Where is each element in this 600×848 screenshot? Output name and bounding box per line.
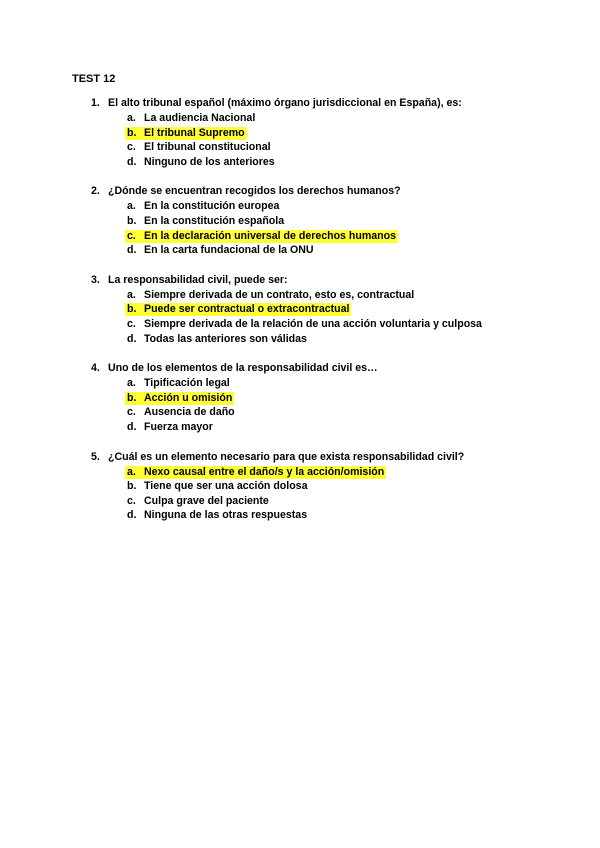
- answer-option: [0, 288, 600, 303]
- option-text: La audiencia Nacional: [144, 112, 256, 124]
- option-letter: d.: [127, 420, 137, 433]
- answer-option: [0, 140, 600, 155]
- option-letter: d.: [127, 244, 137, 257]
- option-letter: b.: [127, 126, 137, 139]
- option-text: Siempre derivada de un contrato, esto es, contractual: [144, 288, 415, 301]
- option-text: En la declaración universal de derechos humanos: [144, 229, 396, 242]
- option-letter: c.: [127, 494, 136, 507]
- question-text: El alto tribunal español (máximo órgano jurisdiccional en España), es:: [108, 97, 462, 109]
- answer-option: [0, 332, 600, 347]
- question-list: [0, 96, 600, 538]
- answer-option: [0, 376, 600, 391]
- option-letter: d.: [127, 509, 137, 522]
- question-text: ¿Dónde se encuentran recogidos los derechos humanos?: [108, 185, 401, 198]
- answer-option-highlighted: [0, 391, 600, 406]
- question-number: 4.: [91, 362, 100, 375]
- answer-option: [0, 508, 600, 523]
- question-item: [0, 450, 600, 523]
- question-number: 2.: [91, 185, 100, 198]
- answer-option: [0, 494, 600, 509]
- question-number: 5.: [91, 450, 100, 463]
- question-number: 1.: [91, 97, 100, 109]
- option-text: Tipificación legal: [144, 377, 230, 390]
- answer-option: [0, 243, 600, 258]
- answer-option-highlighted: [0, 302, 600, 317]
- question-stem: [0, 184, 600, 199]
- answer-option: [0, 317, 600, 332]
- document-title: TEST 12: [72, 73, 116, 85]
- question-stem: [0, 273, 600, 288]
- question-stem: [0, 96, 600, 111]
- option-letter: b.: [127, 480, 137, 493]
- answer-option: [0, 155, 600, 170]
- answer-options: [0, 376, 600, 434]
- option-letter: a.: [127, 377, 136, 390]
- option-letter: b.: [127, 303, 137, 316]
- answer-options: [0, 465, 600, 523]
- option-text: El tribunal constitucional: [144, 141, 271, 154]
- answer-options: [0, 111, 600, 169]
- option-text: Ausencia de daño: [144, 406, 235, 419]
- answer-options: [0, 199, 600, 257]
- option-letter: a.: [127, 200, 136, 213]
- option-letter: b.: [127, 214, 137, 227]
- option-letter: d.: [127, 332, 137, 345]
- option-letter: a.: [127, 112, 136, 124]
- option-text: Fuerza mayor: [144, 420, 213, 433]
- answer-option: [0, 405, 600, 420]
- option-letter: b.: [127, 391, 137, 404]
- question-stem: [0, 361, 600, 376]
- option-text: Siempre derivada de la relación de una acción voluntaria y culposa: [144, 317, 482, 330]
- option-text: Puede ser contractual o extracontractual: [144, 303, 350, 316]
- question-text: La responsabilidad civil, puede ser:: [108, 273, 288, 286]
- question-text: Uno de los elementos de la responsabilidad civil es…: [108, 362, 378, 375]
- question-item: [0, 273, 600, 346]
- option-text: En la carta fundacional de la ONU: [144, 244, 314, 257]
- option-letter: d.: [127, 155, 137, 168]
- option-letter: c.: [127, 317, 136, 330]
- option-letter: a.: [127, 465, 136, 478]
- option-letter: a.: [127, 288, 136, 301]
- answer-option-highlighted: [0, 465, 600, 480]
- answer-option: [0, 420, 600, 435]
- question-number: 3.: [91, 273, 100, 286]
- question-item: [0, 96, 600, 169]
- option-text: Culpa grave del paciente: [144, 494, 269, 507]
- question-item: [0, 184, 600, 257]
- option-text: Ninguna de las otras respuestas: [144, 509, 308, 522]
- option-text: Acción u omisión: [144, 391, 233, 404]
- answer-option: [0, 199, 600, 214]
- option-letter: c.: [127, 229, 136, 242]
- answer-option: [0, 479, 600, 494]
- option-text: En la constitución europea: [144, 200, 280, 213]
- option-letter: c.: [127, 141, 136, 154]
- question-stem: [0, 450, 600, 465]
- option-text: Tiene que ser una acción dolosa: [144, 480, 308, 493]
- option-text: Todas las anteriores son válidas: [144, 332, 307, 345]
- option-text: Nexo causal entre el daño/s y la acción/omisión: [144, 465, 385, 478]
- answer-option: [0, 111, 600, 126]
- question-text: ¿Cuál es un elemento necesario para que exista responsabilidad civil?: [108, 450, 465, 463]
- option-text: Ninguno de los anteriores: [144, 155, 275, 168]
- answer-options: [0, 288, 600, 346]
- option-text: El tribunal Supremo: [144, 126, 245, 139]
- option-text: En la constitución española: [144, 214, 285, 227]
- answer-option: [0, 214, 600, 229]
- question-item: [0, 361, 600, 434]
- option-letter: c.: [127, 406, 136, 419]
- answer-option-highlighted: [0, 126, 600, 141]
- answer-option-highlighted: [0, 229, 600, 244]
